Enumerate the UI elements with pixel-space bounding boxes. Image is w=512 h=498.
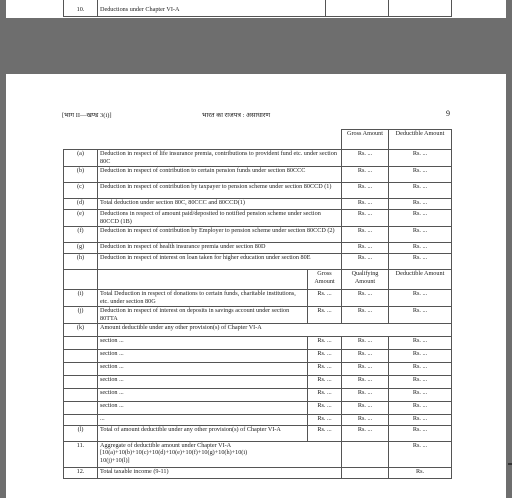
deductions-table: [63, 129, 452, 479]
table-row: [64, 182, 452, 198]
qualifying-amount: Rs. ...: [342, 425, 389, 441]
deductible-amount: Rs.: [389, 467, 452, 478]
deductible-amount: Rs. ...: [389, 336, 452, 349]
deductible-amount: Rs. ...: [389, 441, 452, 467]
gross-amount: Rs. ...: [308, 349, 342, 362]
table-row: [64, 242, 452, 253]
header-title: भारत का राजपत्र : असाधारण: [202, 112, 271, 119]
deductible-amount: Rs. ...: [389, 166, 452, 182]
deductible-amount-header: Deductible Amount: [389, 269, 452, 289]
table-row: [64, 209, 452, 226]
deductible-amount: Rs. ...: [389, 242, 452, 253]
aggregate-formula: [10(a)+10(b)+10(c)+10(d)+10(e)+10(f)+10(g)+10(h)+10(i): [100, 449, 248, 457]
section-label: section ...: [98, 362, 308, 375]
table-row: [64, 349, 452, 362]
row-number: (k): [64, 323, 98, 336]
row-number: 11.: [64, 441, 98, 467]
row-label: Total deduction under section 80C, 80CCC and 80CCD(1): [98, 198, 342, 209]
table-header-row: [64, 130, 452, 150]
row-number: (d): [64, 198, 98, 209]
row-label: Total of amount deductible under any other provision(s) of Chapter VI-A: [98, 425, 308, 441]
row-number: (e): [64, 209, 98, 226]
table-row: [64, 289, 452, 306]
deductible-amount: Rs. ...: [389, 375, 452, 388]
row-number: (h): [64, 253, 98, 269]
gross-amount: Rs. ...: [342, 226, 389, 242]
table-row: [64, 306, 452, 323]
deductible-amount: Rs. ...: [389, 289, 452, 306]
qualifying-amount: Rs. ...: [342, 336, 389, 349]
gross-amount: Rs. ...: [342, 209, 389, 226]
gross-amount: Rs. ...: [308, 289, 342, 306]
gross-amount: Rs. ...: [308, 336, 342, 349]
table-row: [64, 414, 452, 425]
gross-amount: Rs. ...: [342, 150, 389, 167]
qualifying-amount: Rs. ...: [342, 362, 389, 375]
row-label: Deductions under Chapter VI-A: [98, 0, 326, 17]
row-label: Deduction in respect of contribution by taxpayer to pension scheme under section 80CCD (1): [98, 182, 342, 198]
header-section: [भाग II—खण्ड 3(i)]: [62, 112, 112, 119]
row-number: (c): [64, 182, 98, 198]
qualifying-amount: Rs. ...: [342, 306, 389, 323]
gross-amount: Rs. ...: [308, 414, 342, 425]
deductible-amount: Rs. ...: [389, 414, 452, 425]
deductible-amount: Rs. ...: [389, 226, 452, 242]
gross-amount: Rs. ...: [308, 306, 342, 323]
deductible-amount: Rs. ...: [389, 362, 452, 375]
table-row: [64, 441, 452, 467]
row-number: 10.: [64, 0, 98, 17]
qualifying-amount: Rs. ...: [342, 349, 389, 362]
gross-amount: Rs. ...: [308, 362, 342, 375]
deductible-amount: Rs. ...: [389, 253, 452, 269]
row-number: (f): [64, 226, 98, 242]
table-row: [64, 323, 452, 336]
aggregate-label: Aggregate of deductible amount under Chapter VI-A: [100, 441, 232, 449]
gross-amount: Rs. ...: [308, 425, 342, 441]
qualifying-amount: Rs. ...: [342, 375, 389, 388]
aggregate-formula-cont: 10(j)+10(l)]: [100, 457, 130, 465]
table-row: [64, 388, 452, 401]
deductible-amount: Rs. ...: [389, 182, 452, 198]
section-label: section ...: [98, 375, 308, 388]
deductible-amount: Rs. ...: [389, 349, 452, 362]
row-number: (l): [64, 425, 98, 441]
gross-amount: Rs. ...: [308, 401, 342, 414]
row-label: Deduction in respect of contribution to certain pension funds under section 80CCC: [98, 166, 342, 182]
section-label: section ...: [98, 401, 308, 414]
qualifying-amount: Rs. ...: [342, 401, 389, 414]
row-label: Deductions in respect of amount paid/deposited to notified pension scheme under section 80CCD (1B): [98, 209, 342, 226]
deductible-amount-header: Deductible Amount: [389, 130, 452, 150]
row-number: 12.: [64, 467, 98, 478]
table-row: [64, 467, 452, 478]
previous-page: [6, 0, 506, 18]
row-label: Deduction in respect of life insurance premia, contributions to provident fund etc. under section 80C: [98, 150, 342, 167]
gazette-page: [6, 74, 506, 498]
gross-amount: Rs. ...: [342, 198, 389, 209]
row-label: Deduction in respect of interest on loan taken for higher education under section 80E: [98, 253, 342, 269]
deductible-amount: Rs. ...: [389, 150, 452, 167]
table-row: [64, 401, 452, 414]
table-row: [64, 336, 452, 349]
row-label: Amount deductible under any other provision(s) of Chapter VI-A: [98, 323, 452, 336]
row-label: Deduction in respect of health insurance premia under section 80D: [98, 242, 342, 253]
page-number: 9: [446, 109, 450, 118]
table-header-row: [64, 269, 452, 289]
gross-amount-header: Gross Amount: [342, 130, 389, 150]
table-row: [64, 375, 452, 388]
row-label: Total taxable income (9-11): [98, 467, 342, 478]
deductible-amount: Rs. ...: [389, 388, 452, 401]
gross-amount: Rs. ...: [342, 253, 389, 269]
row-number: (i): [64, 289, 98, 306]
deductible-amount: Rs. ...: [389, 198, 452, 209]
deductible-amount: Rs. ...: [389, 306, 452, 323]
prev-page-table: [63, 0, 452, 17]
section-label: section ...: [98, 336, 308, 349]
gross-amount: Rs. ...: [342, 242, 389, 253]
qualifying-amount: Rs. ...: [342, 388, 389, 401]
gross-amount: Rs. ...: [308, 375, 342, 388]
gross-amount: Rs. ...: [342, 182, 389, 198]
row-number: (a): [64, 150, 98, 167]
table-row: [64, 362, 452, 375]
table-row: [64, 166, 452, 182]
row-label: Deduction in respect of contribution by Employer to pension scheme under section 80CCD (2): [98, 226, 342, 242]
deductible-amount: Rs. ...: [389, 401, 452, 414]
row-number: (j): [64, 306, 98, 323]
table-row: [64, 198, 452, 209]
gross-amount-header: Gross Amount: [308, 269, 342, 289]
page-edge-mark: [508, 463, 512, 465]
gross-amount: Rs. ...: [342, 166, 389, 182]
qualifying-amount-header: Qualifying Amount: [342, 269, 389, 289]
table-row: [64, 0, 452, 17]
section-label: ...: [98, 414, 308, 425]
row-label: Total Deduction in respect of donations to certain funds, charitable institutions, etc. under section 80G: [98, 289, 308, 306]
section-label: section ...: [98, 349, 308, 362]
table-row: [64, 150, 452, 167]
table-row: [64, 226, 452, 242]
row-label: [98, 441, 342, 467]
row-number: (g): [64, 242, 98, 253]
table-row: [64, 425, 452, 441]
deductible-amount: Rs. ...: [389, 209, 452, 226]
gross-amount: Rs. ...: [308, 388, 342, 401]
deductible-amount: Rs. ...: [389, 425, 452, 441]
table-row: [64, 253, 452, 269]
qualifying-amount: Rs. ...: [342, 289, 389, 306]
qualifying-amount: Rs. ...: [342, 414, 389, 425]
section-label: section ...: [98, 388, 308, 401]
row-label: Deduction in respect of interest on deposits in savings account under section 80TTA: [98, 306, 308, 323]
row-number: (b): [64, 166, 98, 182]
